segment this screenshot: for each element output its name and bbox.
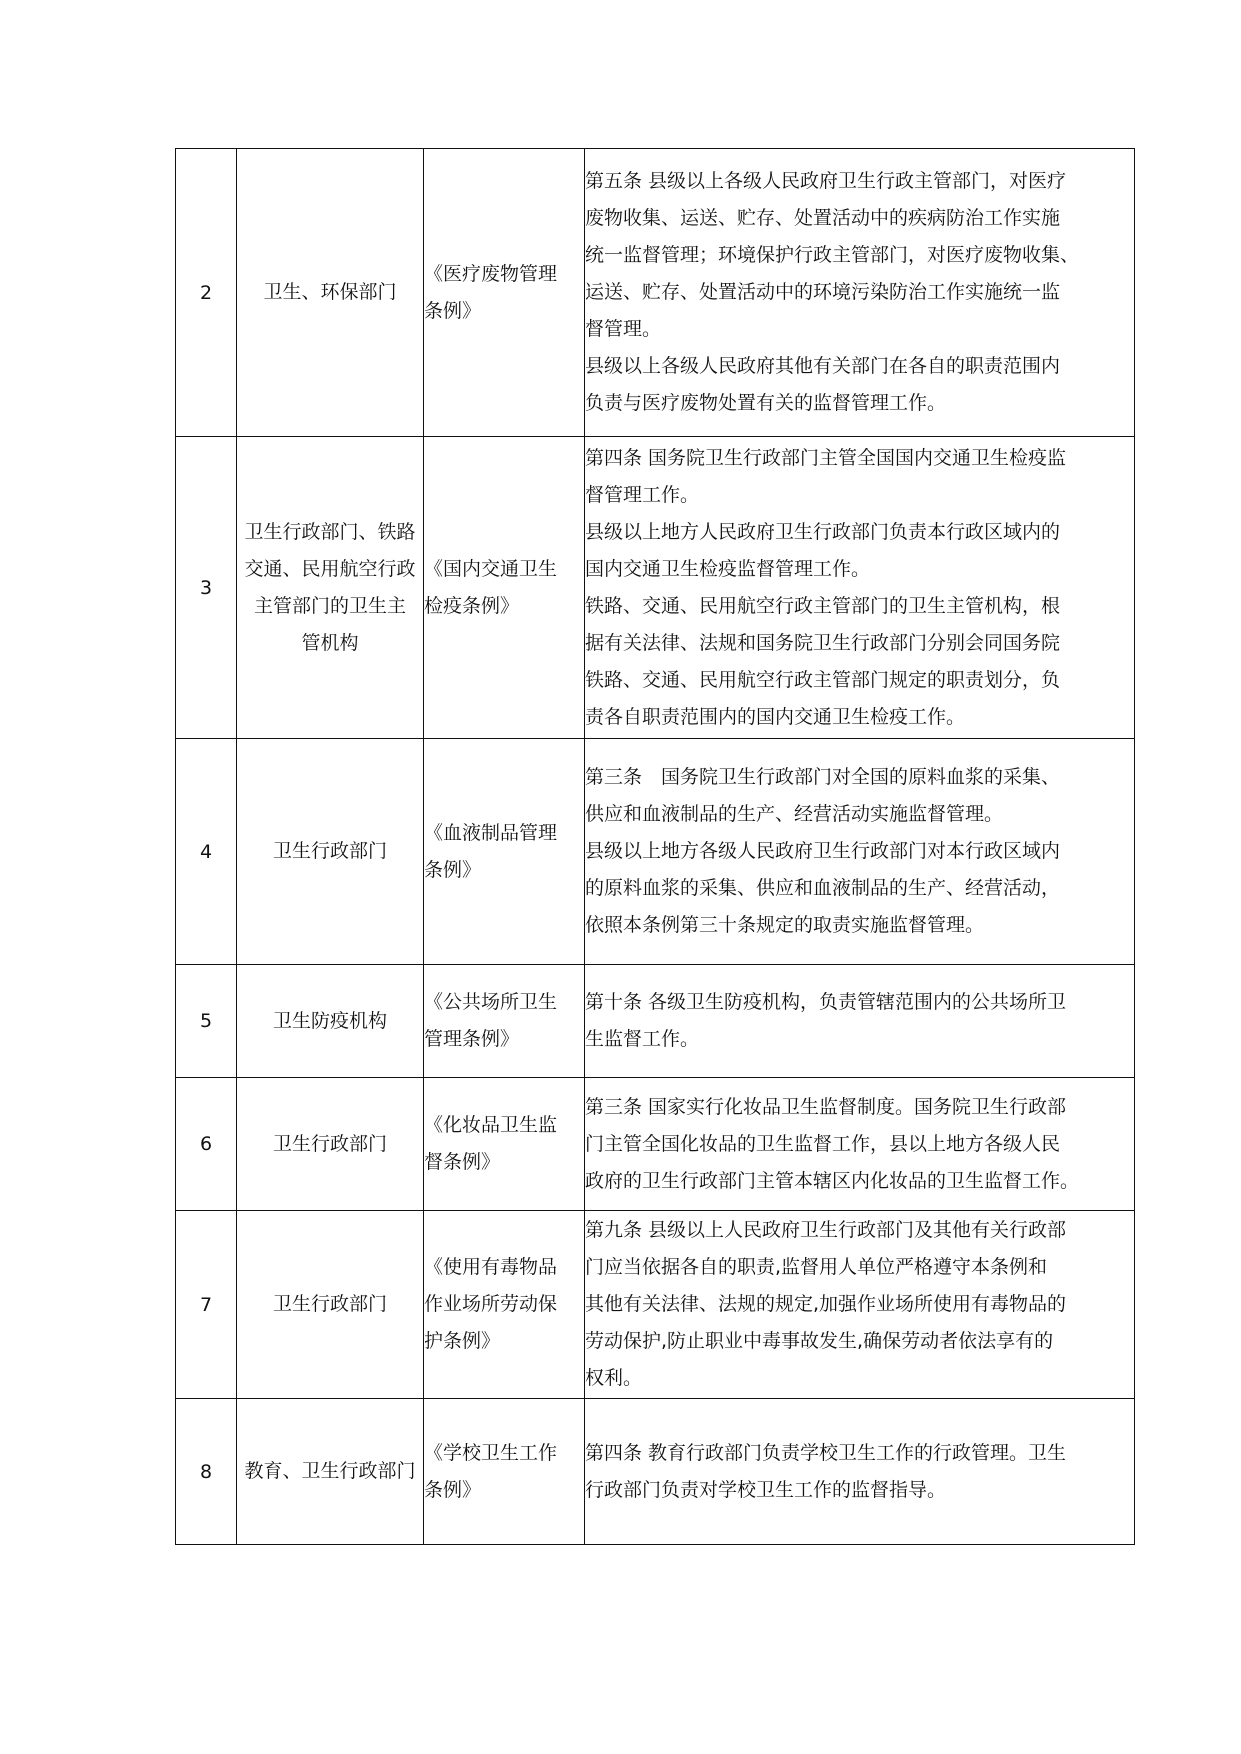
- provision-line: 行政部门负责对学校卫生工作的监督指导。: [585, 1478, 947, 1501]
- provision-line: 生监督工作。: [585, 1028, 700, 1050]
- provision-line: 第三条 国家实行化妆品卫生监督制度。国务院卫生行政部: [585, 1095, 1067, 1118]
- table-row: [176, 149, 1135, 437]
- provision-line: 第四条 教育行政部门负责学校卫生工作的行政管理。卫生: [585, 1441, 1067, 1464]
- provision-cell: [585, 1399, 1135, 1545]
- provision-line: 第四条 国务院卫生行政部门主管全国国内交通卫生检疫监: [585, 446, 1067, 469]
- provision-line: 县级以上地方人民政府卫生行政部门负责本行政区域内的: [585, 520, 1061, 543]
- provision-cell: [585, 1211, 1135, 1399]
- regulation-line: 条例》: [424, 858, 482, 881]
- department-line: 卫生、环保部门: [263, 281, 397, 303]
- table-row: [176, 739, 1135, 965]
- provision-cell: [585, 437, 1135, 739]
- regulation-line: 条例》: [424, 1478, 482, 1501]
- provision-cell: [585, 965, 1135, 1078]
- department-cell: [237, 739, 424, 965]
- provision-line: 督管理工作。: [585, 483, 700, 506]
- row-number: 7: [176, 1211, 237, 1399]
- regulation-line: 条例》: [424, 299, 482, 322]
- provision-line: 第五条 县级以上各级人民政府卫生行政主管部门，对医疗: [585, 170, 1067, 192]
- provision-cell: [585, 739, 1135, 965]
- provision-line: 权利。: [585, 1367, 643, 1389]
- department-line: 交通、民用航空行政: [244, 557, 416, 580]
- provision-line: 铁路、交通、民用航空行政主管部门规定的职责划分，负: [585, 668, 1061, 691]
- provision-line: 第九条 县级以上人民政府卫生行政部门及其他有关行政部: [585, 1219, 1067, 1241]
- table-row: [176, 1399, 1135, 1545]
- provision-line: 的原料血浆的采集、供应和血液制品的生产、经营活动，: [585, 877, 1061, 899]
- provision-line: 县级以上地方各级人民政府卫生行政部门对本行政区域内: [585, 840, 1061, 862]
- regulation-cell: [424, 1211, 585, 1399]
- provision-line: 督管理。: [585, 318, 662, 340]
- regulation-line: 《公共场所卫生: [424, 991, 558, 1013]
- regulation-line: 《学校卫生工作: [424, 1441, 558, 1464]
- department-line: 卫生行政部门: [272, 1293, 387, 1315]
- department-cell: [237, 965, 424, 1078]
- provision-line: 第十条 各级卫生防疫机构，负责管辖范围内的公共场所卫: [585, 991, 1067, 1013]
- provision-cell: [585, 149, 1135, 437]
- regulation-cell: [424, 739, 585, 965]
- regulation-cell: [424, 149, 585, 437]
- table-row: [176, 1211, 1135, 1399]
- provision-line: 废物收集、运送、贮存、处置活动中的疾病防治工作实施: [585, 207, 1061, 229]
- table-row: [176, 1078, 1135, 1211]
- department-line: 管机构: [301, 631, 359, 654]
- row-number: 4: [176, 739, 237, 965]
- provision-line: 第三条 国务院卫生行政部门对全国的原料血浆的采集、: [585, 766, 1061, 788]
- regulation-cell: [424, 1078, 585, 1211]
- row-number: 8: [176, 1399, 237, 1545]
- regulation-line: 《医疗废物管理: [424, 262, 558, 285]
- table-row: [176, 437, 1135, 739]
- regulation-line: 《国内交通卫生: [424, 557, 558, 580]
- provision-line: 铁路、交通、民用航空行政主管部门的卫生主管机构，根: [585, 594, 1061, 617]
- row-number: 5: [176, 965, 237, 1078]
- provision-line: 供应和血液制品的生产、经营活动实施监督管理。: [585, 803, 1004, 825]
- regulation-line: 护条例》: [424, 1330, 501, 1352]
- table-row: [176, 965, 1135, 1078]
- row-number: 3: [176, 437, 237, 739]
- row-number: 2: [176, 149, 237, 437]
- provision-line: 门应当依据各自的职责,监督用人单位严格遵守本条例和: [585, 1256, 1048, 1278]
- regulation-line: 检疫条例》: [424, 594, 520, 617]
- provision-line: 依照本条例第三十条规定的取责实施监督管理。: [585, 914, 985, 936]
- provision-line: 统一监督管理；环境保护行政主管部门，对医疗废物收集、: [585, 244, 1080, 266]
- provision-line: 门主管全国化妆品的卫生监督工作，县以上地方各级人民: [585, 1132, 1061, 1155]
- department-cell: [237, 1399, 424, 1545]
- provision-line: 负责与医疗废物处置有关的监督管理工作。: [585, 392, 947, 414]
- regulation-cell: [424, 1399, 585, 1545]
- provision-line: 据有关法律、法规和国务院卫生行政部门分别会同国务院: [585, 631, 1061, 654]
- department-cell: [237, 149, 424, 437]
- provision-line: 其他有关法律、法规的规定,加强作业场所使用有毒物品的: [585, 1293, 1067, 1315]
- regulation-line: 督条例》: [424, 1151, 501, 1173]
- department-cell: [237, 437, 424, 739]
- provision-line: 运送、贮存、处置活动中的环境污染防治工作实施统一监: [585, 281, 1061, 303]
- regulation-line: 管理条例》: [424, 1028, 520, 1050]
- department-line: 教育、卫生行政部门: [244, 1460, 416, 1482]
- regulations-table: [175, 148, 1135, 1545]
- regulation-line: 《化妆品卫生监: [424, 1114, 558, 1136]
- department-line: 主管部门的卫生主: [253, 594, 406, 617]
- regulation-cell: [424, 437, 585, 739]
- department-line: 卫生防疫机构: [272, 1009, 387, 1032]
- provision-line: 国内交通卫生检疫监督管理工作。: [585, 557, 871, 580]
- provision-cell: [585, 1078, 1135, 1211]
- provision-line: 政府的卫生行政部门主管本辖区内化妆品的卫生监督工作。: [585, 1169, 1080, 1192]
- provision-line: 责各自职责范围内的国内交通卫生检疫工作。: [585, 705, 966, 728]
- regulation-line: 《使用有毒物品: [424, 1256, 558, 1278]
- department-line: 卫生行政部门、铁路: [244, 520, 416, 543]
- department-line: 卫生行政部门: [272, 1132, 387, 1155]
- provision-line: 县级以上各级人民政府其他有关部门在各自的职责范围内: [585, 355, 1061, 377]
- department-line: 卫生行政部门: [272, 840, 387, 862]
- provision-line: 劳动保护,防止职业中毒事故发生,确保劳动者依法享有的: [585, 1330, 1054, 1352]
- regulation-cell: [424, 965, 585, 1078]
- department-cell: [237, 1211, 424, 1399]
- regulation-line: 作业场所劳动保: [424, 1293, 558, 1315]
- regulation-line: 《血液制品管理: [424, 821, 558, 844]
- row-number: 6: [176, 1078, 237, 1211]
- department-cell: [237, 1078, 424, 1211]
